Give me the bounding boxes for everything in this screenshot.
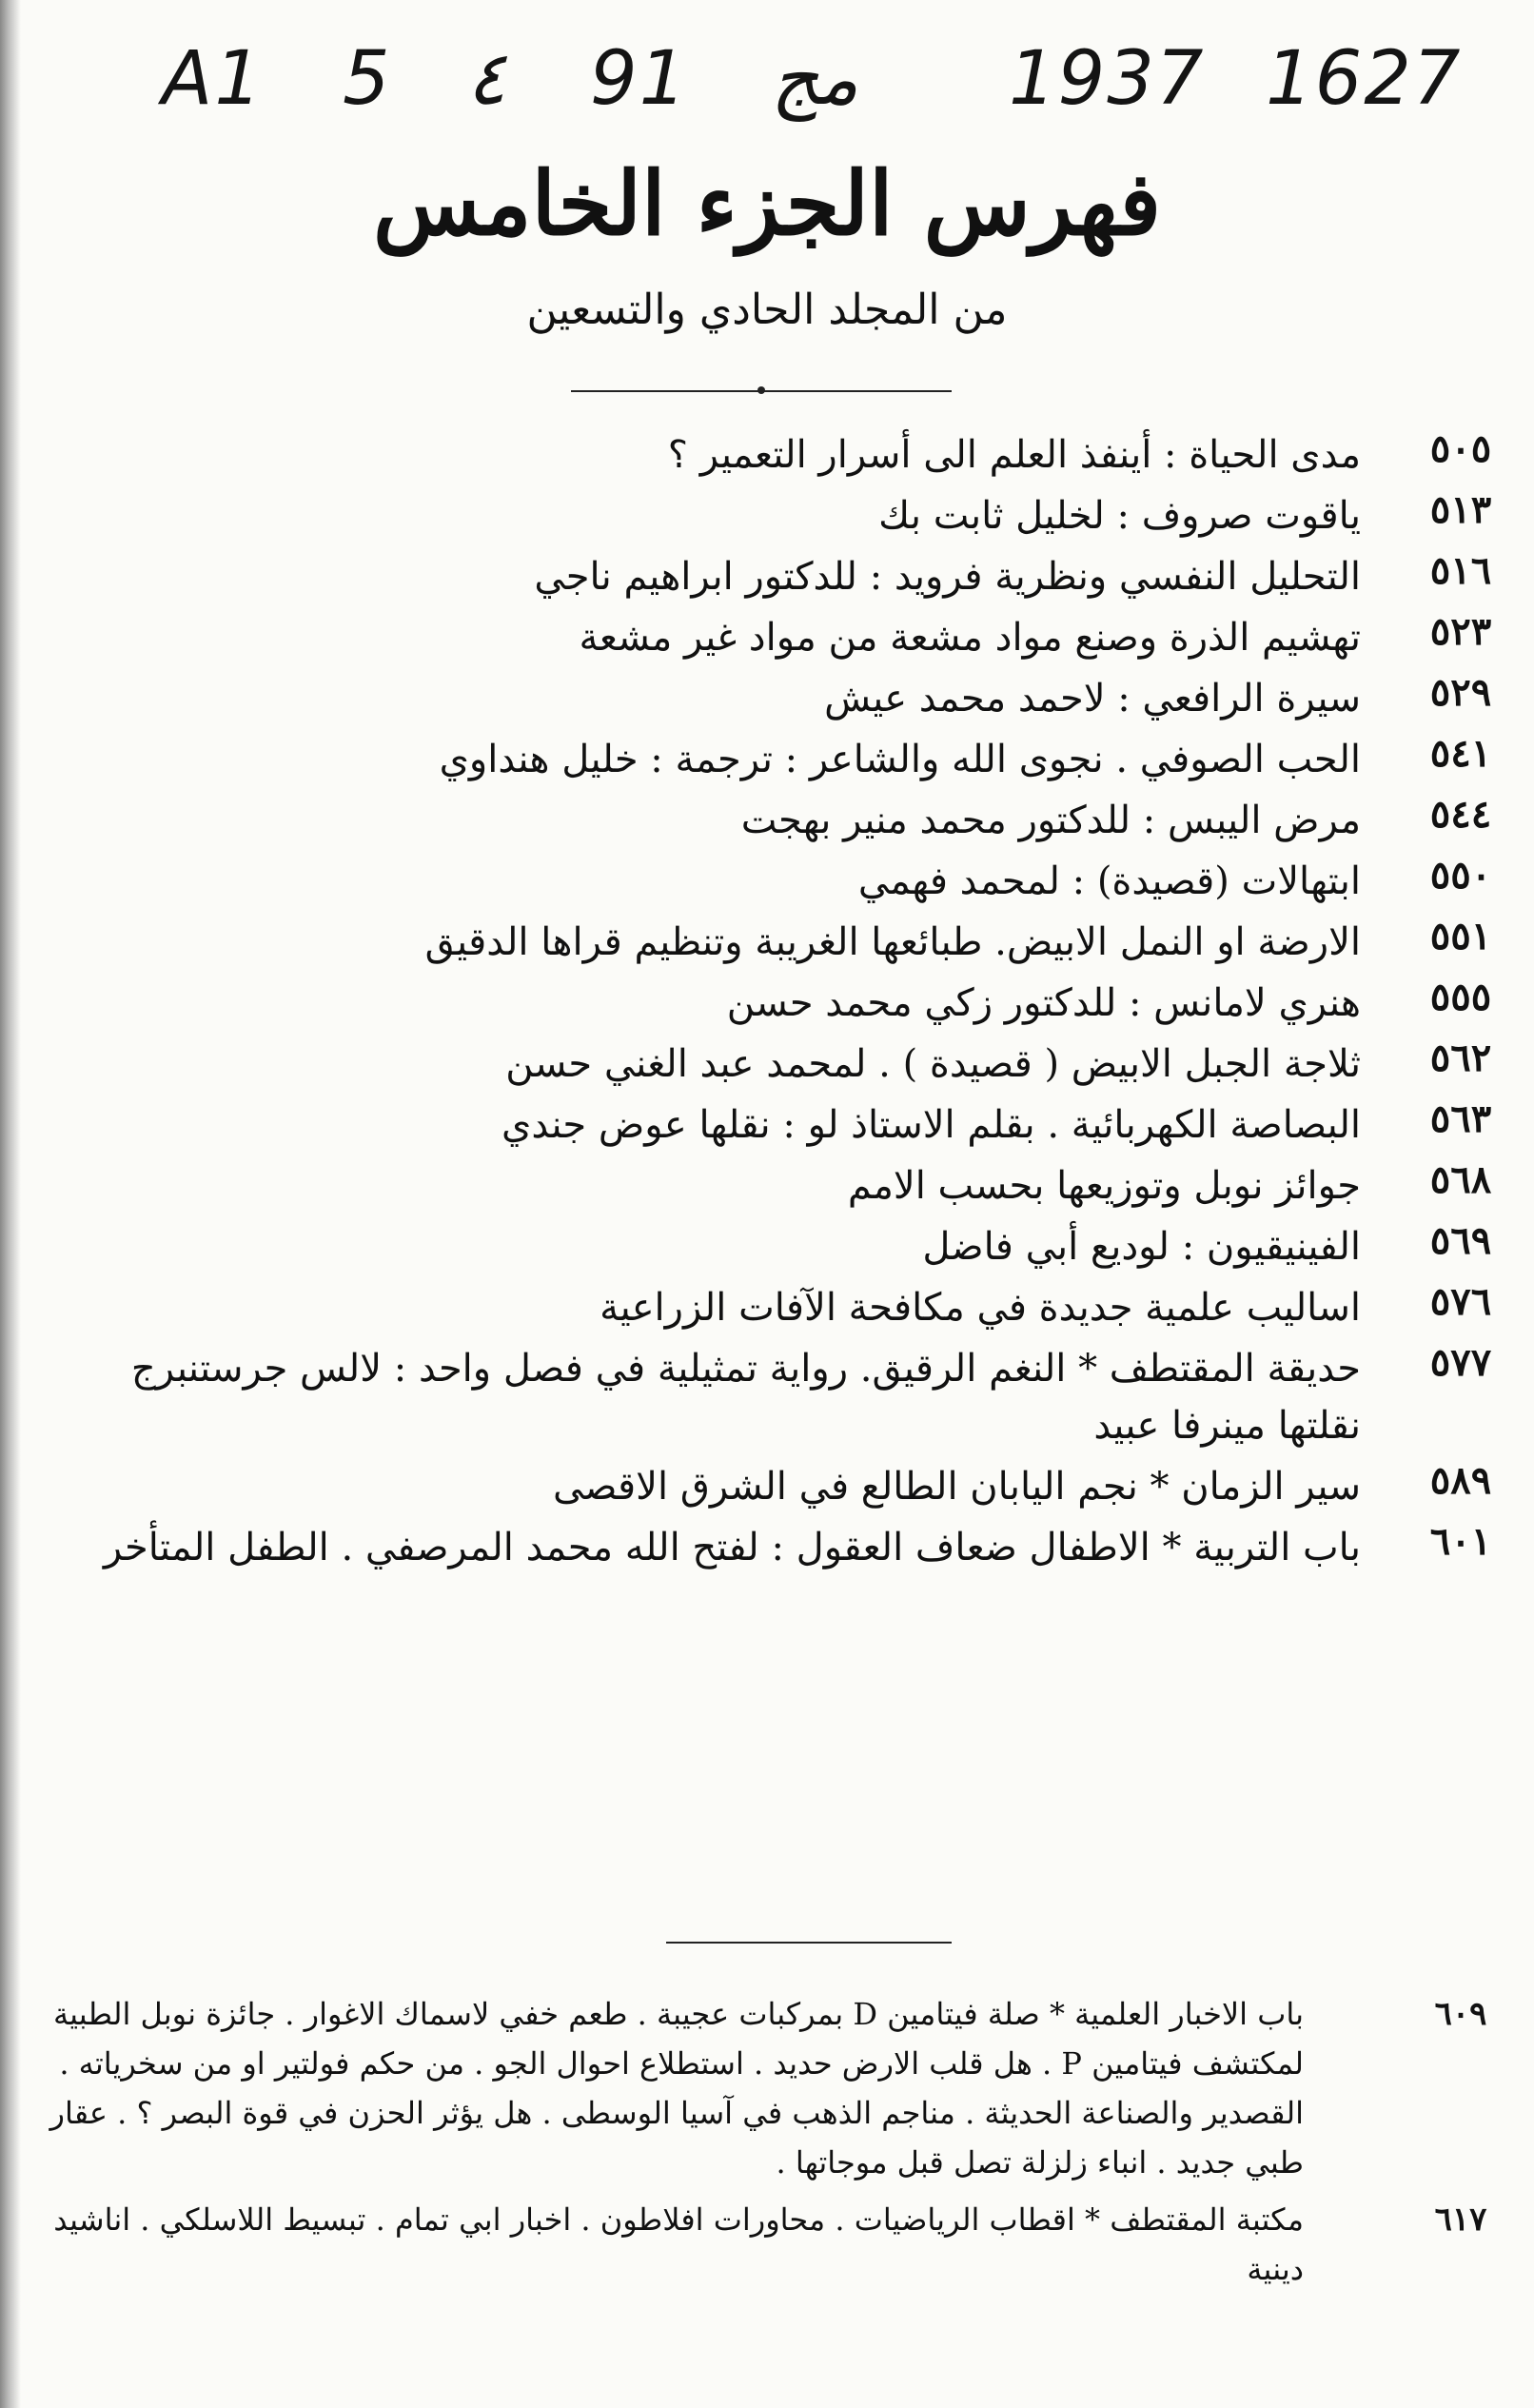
entry-title: مدى الحياة : أينفذ العلم الى أسرار التعمير ؟ <box>667 433 1361 477</box>
page-number: ٦٠٩ <box>1434 1995 1487 2033</box>
entry-title: باب الاخبار العلمية * صلة فيتامين D بمركبات عجيبة . طعم خفي لاسماك الاغوار . جائزة نوبل الطبية لمكتشف فيتامين P . هل قلب الارض حديد . استطلاع احوال الجو . من حكم فولتير او من سخرياته . القصدير والصناعة الحديثة . مناجم الذهب في آسيا الوسطى . هل يؤثر الحزن في قوة البصر ؟ . عقار طبي جديد . انباء زلزلة تصل قبل موجاتها . <box>49 1996 1304 2181</box>
handwritten-code: A1 <box>162 36 264 122</box>
page-number: ٥٤١ <box>1429 731 1492 776</box>
entry-title: ابتهالات (قصيدة) : لمحمد فهمي <box>857 859 1361 903</box>
handwritten-code: مج <box>771 36 859 122</box>
page-number: ٥٤٤ <box>1429 792 1492 837</box>
entry-title: حديقة المقتطف * النغم الرقيق. رواية تمثيلية في فصل واحد : لالس جرستنبرج نقلتها مينرفا عبيد <box>130 1347 1361 1448</box>
toc-entry <box>38 731 1492 792</box>
page-subtitle: من المجلد الحادي والتسعين <box>526 286 1008 334</box>
toc-entry <box>38 2195 1487 2294</box>
toc-entry <box>38 1036 1492 1096</box>
handwritten-code: 1627 <box>1266 36 1463 122</box>
toc-entry <box>38 792 1492 853</box>
page-title: فهرس الجزء الخامس <box>372 152 1162 255</box>
toc-entry <box>38 1519 1492 1580</box>
page-number: ٥١٦ <box>1429 548 1492 593</box>
entry-title: جوائز نوبل وتوزيعها بحسب الامم <box>847 1164 1361 1208</box>
page-number: ٥٥٥ <box>1429 975 1492 1019</box>
section-divider <box>666 1942 952 1944</box>
toc-entry <box>38 975 1492 1036</box>
page-number: ٥٨٩ <box>1429 1458 1492 1503</box>
entry-title: مرض اليبس : للدكتور محمد منير بهجت <box>740 799 1361 842</box>
page-number: ٦٠١ <box>1429 1519 1492 1564</box>
toc-entry <box>38 1157 1492 1218</box>
toc-entry <box>38 487 1492 548</box>
toc-entry <box>38 1340 1492 1458</box>
page-number: ٥٥١ <box>1429 914 1492 958</box>
toc-entry <box>38 670 1492 731</box>
entry-title: ياقوت صروف : لخليل ثابت بك <box>878 494 1361 538</box>
toc-entry <box>38 1458 1492 1519</box>
toc-entry <box>38 1096 1492 1157</box>
table-of-contents <box>38 426 1492 1580</box>
page-number: ٦١٧ <box>1434 2201 1487 2239</box>
toc-entry <box>38 609 1492 670</box>
page-number: ٥٠٥ <box>1429 426 1492 471</box>
entry-title: الارضة او النمل الابيض. طبائعها الغريبة وتنظيم قراها الدقيق <box>424 920 1361 964</box>
entry-title: اساليب علمية جديدة في مكافحة الآفات الزراعية <box>600 1286 1361 1330</box>
entry-title: الفينيقيون : لوديع أبي فاضل <box>922 1225 1361 1269</box>
toc-entry <box>38 1218 1492 1279</box>
scan-edge-shadow <box>0 0 21 2408</box>
handwritten-code: 5 <box>343 36 392 122</box>
page-number: ٥٢٩ <box>1429 670 1492 715</box>
toc-entry <box>38 426 1492 487</box>
entry-title: سير الزمان * نجم اليابان الطالع في الشرق الاقصى <box>553 1465 1361 1509</box>
toc-entry <box>38 1989 1487 2187</box>
page-number: ٥٧٧ <box>1429 1340 1492 1385</box>
entry-title: ثلاجة الجبل الابيض ( قصيدة ) . لمحمد عبد الغني حسن <box>505 1042 1361 1086</box>
page-number: ٥٦٨ <box>1429 1157 1492 1202</box>
entry-title: باب التربية * الاطفال ضعاف العقول : لفتح الله محمد المرصفي . الطفل المتأخر <box>103 1526 1361 1569</box>
handwritten-catalog-number <box>0 36 1534 141</box>
page-number: ٥٦٢ <box>1429 1036 1492 1080</box>
entry-title: سيرة الرافعي : لاحمد محمد عيش <box>824 677 1361 720</box>
handwritten-code: ٤ <box>466 36 506 122</box>
page-number: ٥٦٩ <box>1429 1218 1492 1263</box>
toc-entry <box>38 1279 1492 1340</box>
page-number: ٥٥٠ <box>1429 853 1492 898</box>
entry-title: التحليل النفسي ونظرية فرويد : للدكتور ابراهيم ناجي <box>534 555 1361 599</box>
entry-title: البصاصة الكهربائية . بقلم الاستاذ لو : نقلها عوض جندي <box>502 1103 1361 1147</box>
toc-entry <box>38 548 1492 609</box>
toc-entry <box>38 853 1492 914</box>
entry-title: هنري لامانس : للدكتور زكي محمد حسن <box>726 981 1361 1025</box>
entry-title: تهشيم الذرة وصنع مواد مشعة من مواد غير مشعة <box>579 616 1361 660</box>
toc-entry <box>38 914 1492 975</box>
handwritten-code: 91 <box>590 36 689 122</box>
page-number: ٥٦٣ <box>1429 1096 1492 1141</box>
entry-title: الحب الصوفي . نجوى الله والشاعر : ترجمة : خليل هنداوي <box>439 738 1361 781</box>
page-number: ٥٧٦ <box>1429 1279 1492 1324</box>
page-number: ٥١٣ <box>1429 487 1492 532</box>
page-number: ٥٢٣ <box>1429 609 1492 654</box>
entry-title: مكتبة المقتطف * اقطاب الرياضيات . محاورات افلاطون . اخبار ابي تمام . تبسيط اللاسلكي . اناشيد دينية <box>53 2201 1304 2287</box>
news-and-library-sections <box>38 1989 1487 2294</box>
handwritten-code: 1937 <box>1009 36 1206 122</box>
divider-dot <box>757 386 765 394</box>
